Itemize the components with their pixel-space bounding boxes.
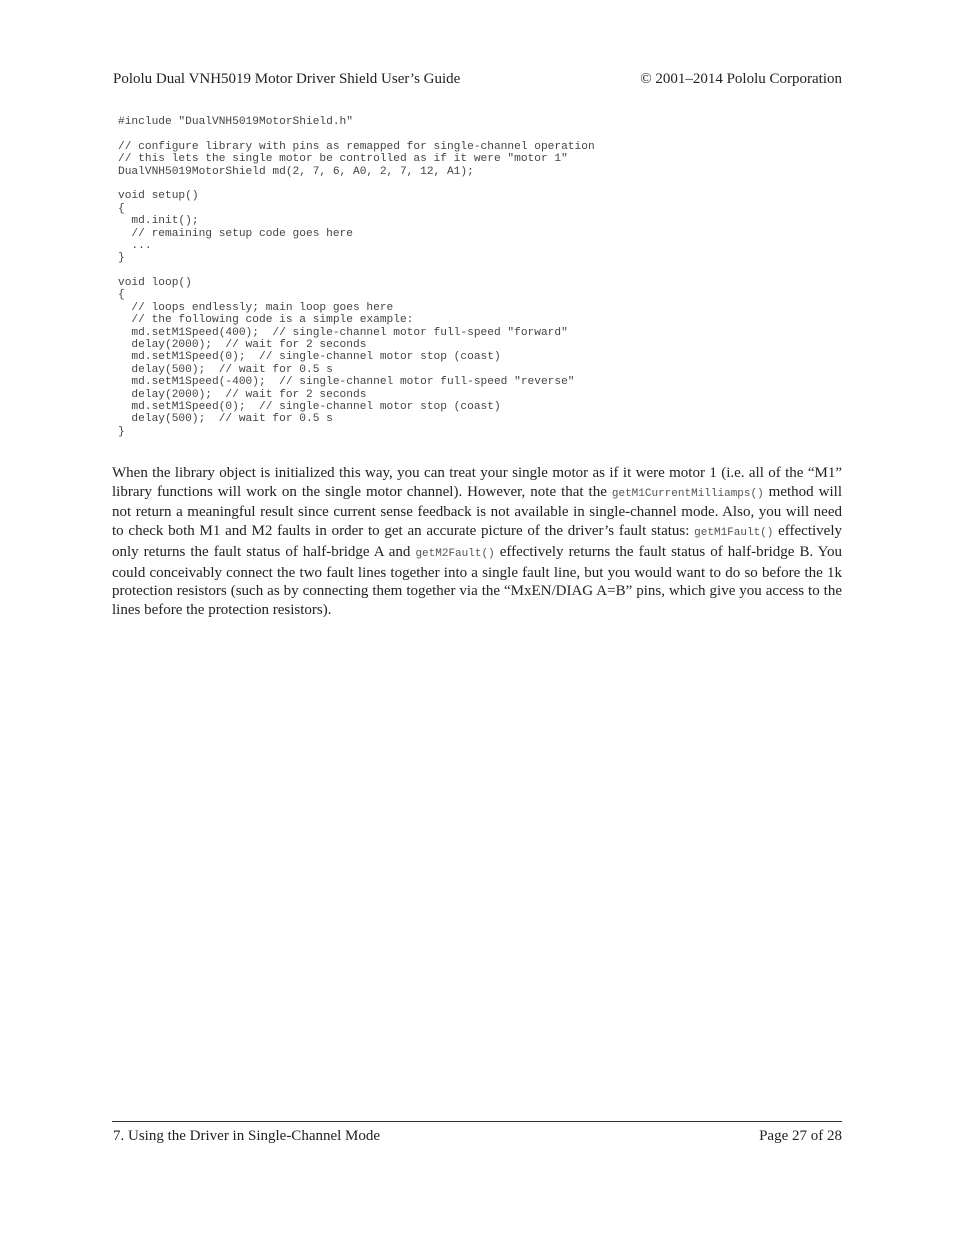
footer-divider [112, 1121, 842, 1122]
page-header [113, 69, 842, 89]
code-line: md.init(); [118, 215, 199, 228]
page-footer [113, 1126, 842, 1146]
code-line: } [118, 252, 125, 265]
paragraph-text: effectively only returns the fault status of half-bridge A and [112, 523, 842, 560]
code-line [118, 265, 838, 277]
inline-code-m1-fault: getM1Fault() [694, 527, 774, 540]
body-paragraph [112, 464, 842, 620]
code-line: md.setM1Speed(400); // single-channel motor full-speed "forward" [118, 326, 568, 339]
code-line: { [118, 202, 125, 215]
code-listing [118, 116, 838, 438]
code-line [118, 178, 838, 190]
code-line: void loop() [118, 277, 192, 290]
paragraph-text: effectively returns the fault status of half-bridge B. You could conceivably connect the two fault lines together into a single fault line, but you would want to do so before the 1k protection resistors (such as by connecting them together via the “MxEN/DIAG A=B” pins, which give you access to the lines before the protection resistors). [112, 543, 842, 618]
code-line: md.setM1Speed(0); // single-channel motor stop (coast) [118, 351, 501, 364]
code-line: // remaining setup code goes here [118, 227, 353, 240]
code-line: // loops endlessly; main loop goes here [118, 301, 394, 314]
code-line: // this lets the single motor be controlled as if it were "motor 1" [118, 153, 568, 166]
code-line: delay(500); // wait for 0.5 s [118, 363, 333, 376]
code-line: delay(2000); // wait for 2 seconds [118, 388, 367, 401]
paragraph-text: method will not return a meaningful result since current sense feedback is not available in single-channel mode. Also, you will need to check both M1 and M2 faults in order to get an accurate picture of the driver’s fault status: [112, 483, 842, 540]
code-line: delay(2000); // wait for 2 seconds [118, 339, 367, 352]
code-line: DualVNH5019MotorShield md(2, 7, 6, A0, 2, 7, 12, A1); [118, 165, 474, 178]
page-number: Page 27 of 28 [759, 1128, 842, 1144]
code-line: // the following code is a simple example: [118, 314, 414, 327]
code-line: ... [118, 239, 152, 252]
code-line: md.setM1Speed(-400); // single-channel motor full-speed "reverse" [118, 376, 575, 389]
code-line: delay(500); // wait for 0.5 s [118, 413, 333, 426]
section-title: 7. Using the Driver in Single-Channel Mode [113, 1128, 381, 1144]
paragraph-text: When the library object is initialized this way, you can treat your single motor as if it were motor 1 (i.e. all of the “M1” library functions will work on the single motor channel). However, note that the [112, 465, 842, 500]
code-line: } [118, 425, 125, 438]
code-line: #include "DualVNH5019MotorShield.h" [118, 116, 353, 128]
document-title: Pololu Dual VNH5019 Motor Driver Shield User’s Guide [113, 71, 461, 87]
code-line: { [118, 289, 125, 302]
code-line: void setup() [118, 190, 199, 203]
code-line: // configure library with pins as remapped for single-channel operation [118, 140, 595, 153]
code-line [118, 128, 838, 140]
inline-code-m2-fault: getM2Fault() [415, 547, 495, 560]
code-line: md.setM1Speed(0); // single-channel motor stop (coast) [118, 400, 501, 413]
inline-code-current-milliamps: getM1CurrentMilliamps() [611, 487, 764, 500]
copyright-notice: © 2001–2014 Pololu Corporation [640, 71, 842, 87]
